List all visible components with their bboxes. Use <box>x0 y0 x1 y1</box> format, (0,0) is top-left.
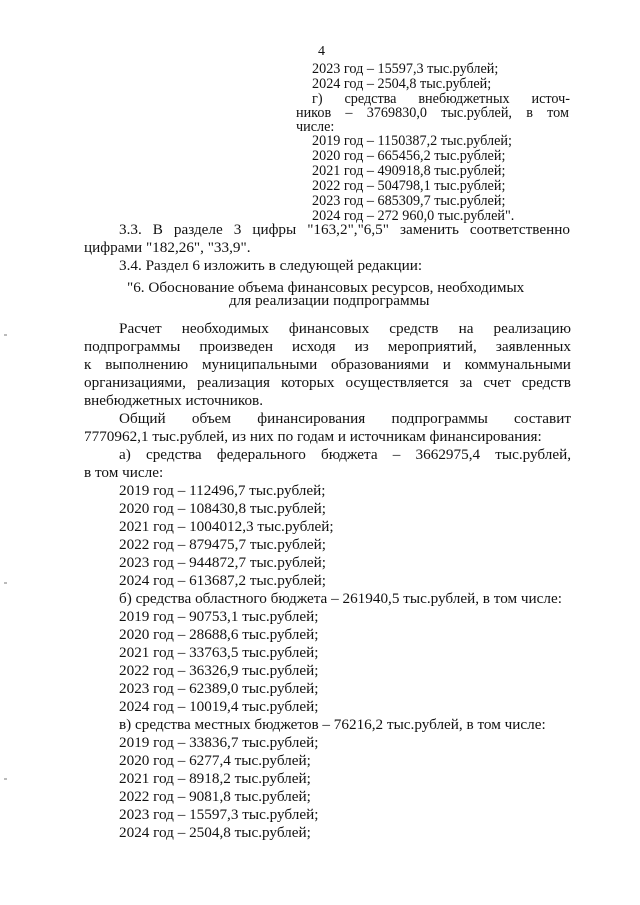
para1-line2: подпрограммы произведен исходя из мероприятий, заявленных <box>84 338 571 355</box>
scan-mark <box>4 582 7 584</box>
local-2019: 2019 год – 33836,7 тыс.рублей; <box>119 734 319 751</box>
para1-line1: Расчет необходимых финансовых средств на реализацию <box>119 320 571 337</box>
federal-2020: 2020 год – 108430,8 тыс.рублей; <box>119 500 327 517</box>
prev-local-2024: 2024 год – 2504,8 тыс.рублей; <box>312 76 492 92</box>
prev-extra-intro-line3: числе: <box>296 119 335 135</box>
local-2020: 2020 год – 6277,4 тыс.рублей; <box>119 752 311 769</box>
item-3-4: 3.4. Раздел 6 изложить в следующей редакции: <box>119 257 423 274</box>
local-intro: в) средства местных бюджетов – 76216,2 тыс.рублей, в том числе: <box>119 716 546 733</box>
scan-mark <box>4 778 7 780</box>
regional-2022: 2022 год – 36326,9 тыс.рублей; <box>119 662 319 679</box>
federal-2021: 2021 год – 1004012,3 тыс.рублей; <box>119 518 334 535</box>
federal-2022: 2022 год – 879475,7 тыс.рублей; <box>119 536 327 553</box>
section-title-line2: для реализации подпрограммы <box>229 292 430 309</box>
regional-2024: 2024 год – 10019,4 тыс.рублей; <box>119 698 319 715</box>
prev-extra-2021: 2021 год – 490918,8 тыс.рублей; <box>312 163 506 179</box>
prev-extra-2019: 2019 год – 1150387,2 тыс.рублей; <box>312 133 512 149</box>
regional-2021: 2021 год – 33763,5 тыс.рублей; <box>119 644 319 661</box>
prev-extra-2024: 2024 год – 272 960,0 тыс.рублей". <box>312 208 515 224</box>
federal-2019: 2019 год – 112496,7 тыс.рублей; <box>119 482 326 499</box>
section-title-line1: "6. Обоснование объема финансовых ресурсов, необходимых <box>127 279 525 296</box>
page-number: 4 <box>318 44 325 59</box>
scan-mark <box>4 334 7 336</box>
prev-extra-2022: 2022 год – 504798,1 тыс.рублей; <box>312 178 506 194</box>
prev-local-2023: 2023 год – 15597,3 тыс.рублей; <box>312 61 499 77</box>
local-2024: 2024 год – 2504,8 тыс.рублей; <box>119 824 311 841</box>
item-3-3-line2: цифрами "182,26", "33,9". <box>84 239 251 256</box>
federal-intro2: в том числе: <box>84 464 164 481</box>
prev-extra-intro-line1: г) средства внебюджетных источ- <box>312 91 570 107</box>
regional-2023: 2023 год – 62389,0 тыс.рублей; <box>119 680 319 697</box>
para1-line5: внебюджетных источников. <box>84 392 264 409</box>
prev-extra-2023: 2023 год – 685309,7 тыс.рублей; <box>312 193 506 209</box>
prev-extra-2020: 2020 год – 665456,2 тыс.рублей; <box>312 148 506 164</box>
federal-2023: 2023 год – 944872,7 тыс.рублей; <box>119 554 327 571</box>
local-2021: 2021 год – 8918,2 тыс.рублей; <box>119 770 311 787</box>
para1-line4: организациями, реализация которых осуществляется за счет средств <box>84 374 571 391</box>
regional-intro: б) средства областного бюджета – 261940,5 тыс.рублей, в том числе: <box>119 590 562 607</box>
item-3-3-line1: 3.3. В разделе 3 цифры "163,2","6,5" заменить соответственно <box>119 221 570 238</box>
para2-line2: 7770962,1 тыс.рублей, из них по годам и источникам финансирования: <box>84 428 542 445</box>
prev-extra-intro-line2: ников – 3769830,0 тыс.рублей, в том <box>296 105 569 121</box>
para2-line1: Общий объем финансирования подпрограммы составит <box>119 410 571 427</box>
para1-line3: к выполнению муниципальными образованиями и коммунальными <box>84 356 571 373</box>
federal-intro: а) средства федерального бюджета – 3662975,4 тыс.рублей, <box>119 446 571 463</box>
federal-2024: 2024 год – 613687,2 тыс.рублей; <box>119 572 327 589</box>
regional-2020: 2020 год – 28688,6 тыс.рублей; <box>119 626 319 643</box>
local-2022: 2022 год – 9081,8 тыс.рублей; <box>119 788 311 805</box>
local-2023: 2023 год – 15597,3 тыс.рублей; <box>119 806 319 823</box>
regional-2019: 2019 год – 90753,1 тыс.рублей; <box>119 608 319 625</box>
